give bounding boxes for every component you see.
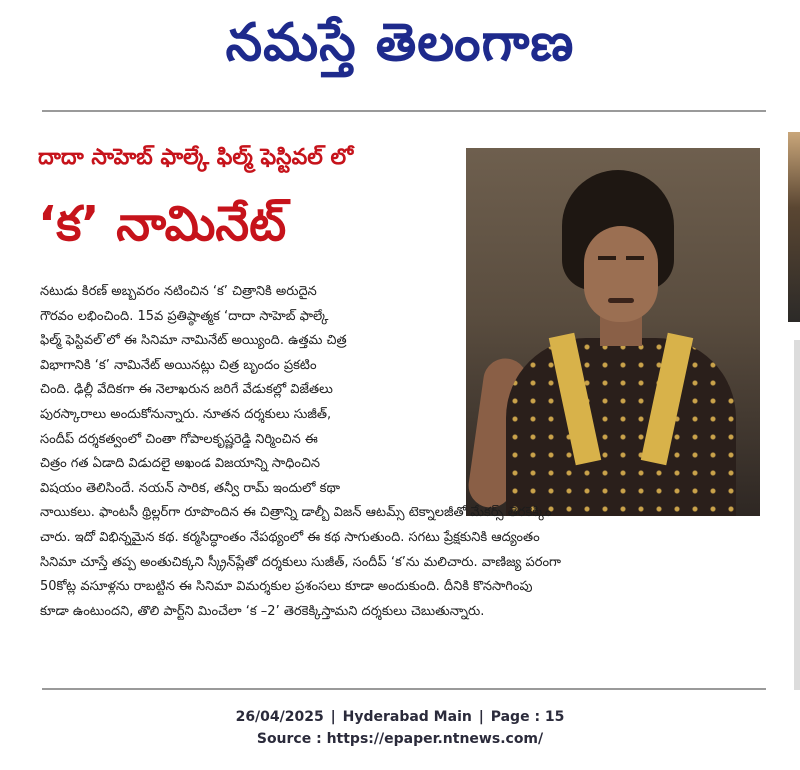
body-line: కూడా ఉంటుందని, తొలి పార్ట్‌ని మించేలా ‘క –2’ తెరకెక్కిస్తామని దర్శకులు చెబుతున్నారు. xyxy=(40,603,485,619)
body-line: నటుడు కిరణ్ అబ్బవరం నటించిన ‘క’ చిత్రానికి అరుదైన xyxy=(40,284,317,299)
footer-meta xyxy=(0,706,800,728)
body-line: పురస్కారాలు అందుకోనున్నారు. నూతన దర్శకులు సుజీత్, xyxy=(40,406,332,422)
footer-source: Source : https://epaper.ntnews.com/ xyxy=(256,731,544,747)
body-line: సందీప్ దర్శకత్వంలో చింతా గోపాలకృష్ణరెడ్డి నిర్మించిన ఈ xyxy=(40,431,318,447)
body-line: చింది. ఢిల్లీ వేదికగా ఈ నెలాఖరున జరిగే వేడుకల్లో విజేతలు xyxy=(40,382,333,398)
body-line: సినిమా చూస్తే తప్ప అంతుచిక్కని స్క్రీన్‌ప్లేతో దర్శకులు సుజీత్, సందీప్ ‘క’ను మలిచారు. వాణిజ్య పరంగా xyxy=(40,554,562,570)
bottom-divider xyxy=(42,688,766,690)
footer-date: 26/04/2025 xyxy=(235,709,324,725)
footer-edition: Hyderabad Main xyxy=(342,709,472,725)
body-line: చారు. ఇదో విభిన్నమైన కథ. కర్మసిద్ధాంతం నేపథ్యంలో ఈ కథ సాగుతుంది. సగటు ప్రేక్షకునికి ఆద్యంతం xyxy=(40,529,540,545)
body-line: నాయికలు. ఫాంటసీ థ్రిల్లర్‌గా రూపొందిన ఈ చిత్రాన్ని డాల్బీ విజన్ ఆటమ్స్ టెక్నాలజీతో మేకర్స్ తెరకెక్కిం xyxy=(40,505,552,521)
newspaper-masthead: నమస్తే తెలంగాణ xyxy=(225,13,575,73)
photo-brow-left xyxy=(598,256,616,260)
body-line: గౌరవం లభించింది. 15వ ప్రతిష్ఠాత్మక ‘దాదా సాహెబ్ ఫాల్కే xyxy=(40,308,329,324)
adjacent-article-photo-edge xyxy=(788,132,800,322)
adjacent-article-edge xyxy=(794,340,800,690)
photo-brow-right xyxy=(626,256,644,260)
footer-separator: | xyxy=(325,709,341,725)
body-line: విషయం తెలిసిందే. నయన్ సారిక, తన్వీ రామ్ ఇందులో కథా xyxy=(40,480,340,496)
body-line: చిత్రం గత ఏడాది విడుదలై అఖండ విజయాన్ని సాధించిన xyxy=(40,456,321,472)
top-divider xyxy=(42,110,766,112)
article-kicker: దాదా సాహెబ్ ఫాల్కే ఫిల్మ్ ఫెస్టివల్ లో xyxy=(38,145,354,170)
footer-page: Page : 15 xyxy=(490,709,565,725)
article-headline: ‘క’ నామినేట్ xyxy=(38,196,287,252)
source-footer xyxy=(0,706,800,750)
body-line: ఫిల్మ్ ఫెస్టివల్’లో ఈ సినిమా నామినేట్ అయ్యింది. ఉత్తమ చిత్ర xyxy=(40,333,347,349)
footer-separator: | xyxy=(473,709,489,725)
body-line: విభాగానికి ‘క’ నామినేట్ అయినట్లు చిత్ర బృందం ప్రకటిం xyxy=(40,357,317,373)
article-body xyxy=(40,280,760,624)
body-line: 50కోట్ల వసూళ్లను రాబట్టిన ఈ సినిమా విమర్శకుల ప్రశంసలు కూడా అందుకుంది. దీనికి కొనసాగింపు xyxy=(40,579,533,595)
